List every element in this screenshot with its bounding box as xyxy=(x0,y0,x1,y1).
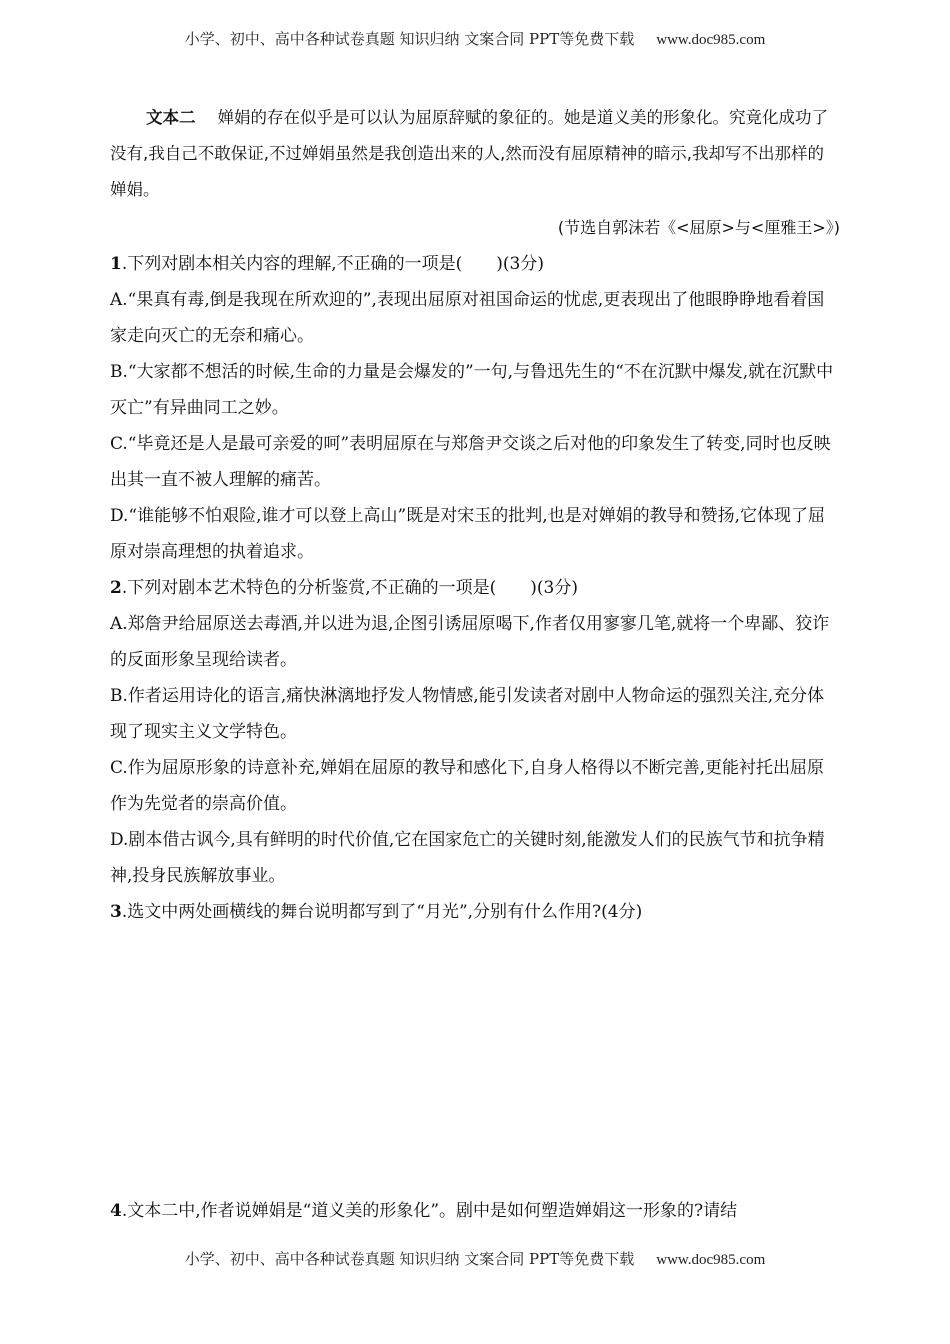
text2-label: 文本二 xyxy=(146,108,196,127)
text2-source: (节选自郭沫若《<屈原>与<厘雅王>》) xyxy=(557,218,840,237)
question-1 xyxy=(110,246,840,570)
option-c: C.“毕竟还是人是最可亲爱的呵”表明屈原在与郑詹尹交谈之后对他的印象发生了转变,同时也反映出其一直不被人理解的痛苦。 xyxy=(110,434,831,490)
footer-text: 小学、初中、高中各种试卷真题 知识归纳 文案合同 PPT等免费下载 xyxy=(184,1250,635,1268)
option-b: B.“大家都不想活的时候,生命的力量是会爆发的”一句,与鲁迅先生的“不在沉默中爆发,就在沉默中灭亡”有异曲同工之妙。 xyxy=(110,362,834,418)
option-c: C.作为屈原形象的诗意补充,婵娟在屈原的教导和感化下,自身人格得以不断完善,更能衬托出屈原作为先觉者的崇高价值。 xyxy=(110,758,825,814)
page-header xyxy=(0,28,950,49)
text2-paragraph xyxy=(110,100,840,208)
question-4 xyxy=(110,1193,840,1229)
header-site-link[interactable]: www.doc985.com xyxy=(656,32,766,48)
option-a: A.“果真有毒,倒是我现在所欢迎的”,表现出屈原对祖国命运的忧虑,更表现出了他眼睁睁地看着国家走向灭亡的无奈和痛心。 xyxy=(110,290,825,346)
question-2 xyxy=(110,570,840,894)
page-footer xyxy=(0,1248,950,1269)
option-d: D.“谁能够不怕艰险,谁才可以登上高山”既是对宋玉的批判,也是对婵娟的教导和赞扬,它体现了屈原对崇高理想的执着追求。 xyxy=(110,506,826,562)
main-content xyxy=(110,100,840,930)
question-stem: 2.下列对剧本艺术特色的分析鉴赏,不正确的一项是( )(3分) xyxy=(110,578,578,598)
question-stem: 3.选文中两处画横线的舞台说明都写到了“月光”,分别有什么作用?(4分) xyxy=(110,902,643,922)
question-3 xyxy=(110,894,840,930)
footer-site-link[interactable]: www.doc985.com xyxy=(656,1252,766,1268)
question-number: 4 xyxy=(110,1201,122,1221)
question-stem: 1.下列对剧本相关内容的理解,不正确的一项是( )(3分) xyxy=(110,254,544,274)
question-number: 1 xyxy=(110,254,122,274)
text2-body: 婵娟的存在似乎是可以认为屈原辞赋的象征的。她是道义美的形象化。究竟化成功了没有,我自己不敢保证,不过婵娟虽然是我创造出来的人,然而没有屈原精神的暗示,我却写不出那样的婵娟。 xyxy=(110,108,828,199)
option-d: D.剧本借古讽今,具有鲜明的时代价值,它在国家危亡的关键时刻,能激发人们的民族气节和抗争精神,投身民族解放事业。 xyxy=(110,830,825,886)
question-number: 2 xyxy=(110,578,122,598)
header-text: 小学、初中、高中各种试卷真题 知识归纳 文案合同 PPT等免费下载 xyxy=(184,30,635,48)
question-number: 3 xyxy=(110,902,122,922)
option-b: B.作者运用诗化的语言,痛快淋漓地抒发人物情感,能引发读者对剧中人物命运的强烈关注,充分体现了现实主义文学特色。 xyxy=(110,686,825,742)
option-a: A.郑詹尹给屈原送去毒酒,并以进为退,企图引诱屈原喝下,作者仅用寥寥几笔,就将一个卑鄙、狡诈的反面形象呈现给读者。 xyxy=(110,614,830,670)
question-stem: 4.文本二中,作者说婵娟是“道义美的形象化”。剧中是如何塑造婵娟这一形象的?请结 xyxy=(110,1201,738,1221)
